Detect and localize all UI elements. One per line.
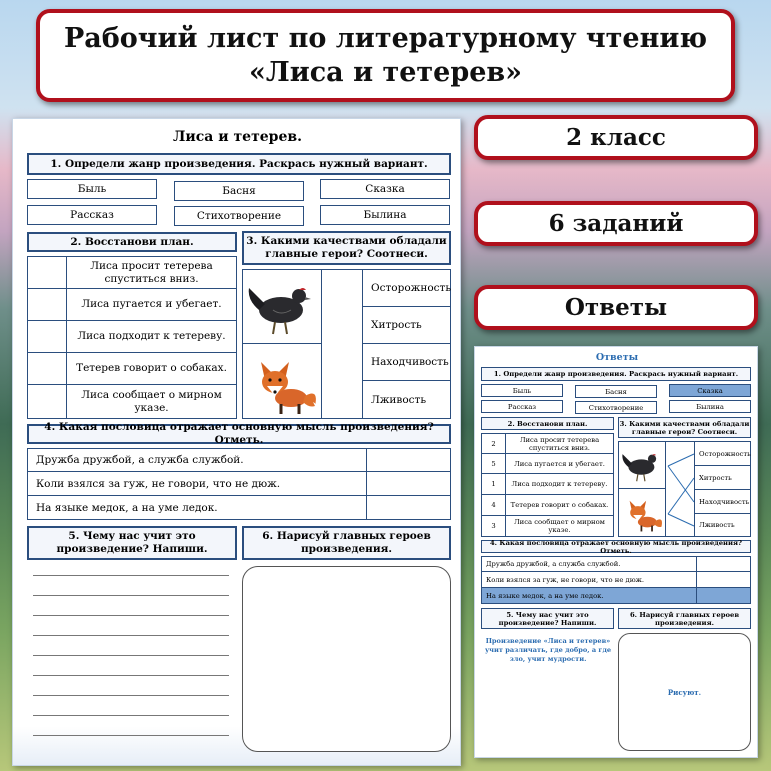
plan-item: Лиса подходит к тетереву. (66, 320, 237, 353)
ans-proverbs-table (481, 556, 751, 604)
task3-header: 3. Какими качествами обладали главные герои? Соотнеси. (242, 231, 451, 265)
proverb-item: Коли взялся за гуж, не говори, что не дюж. (27, 471, 367, 496)
ans-genre-option: Стихотворение (575, 401, 657, 414)
ans-genre-option: Рассказ (481, 400, 563, 413)
ans-task3-header: 3. Какими качествами обладали главные герои? Соотнеси. (618, 417, 751, 438)
plan-item: Лиса сообщает о мирном указе. (66, 384, 237, 419)
plan-item: Тетерев говорит о собаках. (66, 352, 237, 385)
worksheet (12, 118, 461, 766)
ans-task6-header: 6. Нарисуй главных героев произведения. (618, 608, 751, 629)
plan-item: Лиса просит тетерева спуститься вниз. (66, 256, 237, 289)
quality-item: Хитрость (362, 306, 451, 344)
ans-task5-header: 5. Чему нас учит это произведение? Напиши. (481, 608, 614, 629)
proverb-mark-cell[interactable] (366, 471, 451, 496)
ans-plan-number: 2 (481, 433, 506, 454)
quality-item: Находчивость (362, 343, 451, 381)
genre-option-basnya[interactable]: Басня (174, 181, 304, 201)
qualities-table (242, 269, 451, 419)
genre-option-bylina[interactable]: Былина (320, 205, 450, 225)
quality-item: Лживость (362, 380, 451, 419)
task1-header: 1. Определи жанр произведения. Раскрась нужный вариант. (27, 153, 451, 175)
proverbs-table (27, 448, 451, 520)
ans-genre-option: Басня (575, 385, 657, 398)
ans-proverb-mark (696, 556, 751, 572)
proverb-mark-cell[interactable] (366, 495, 451, 520)
proverb-mark-cell[interactable] (366, 448, 451, 472)
ans-plan-item: Лиса пугается и убегает. (505, 453, 614, 474)
matching-area[interactable] (321, 269, 363, 419)
writing-lines[interactable] (27, 563, 237, 753)
plan-number-cell[interactable] (27, 384, 67, 419)
ans-grouse-picture (618, 441, 666, 489)
plan-number-cell[interactable] (27, 288, 67, 321)
ans-fox-picture (618, 488, 666, 537)
drawing-area[interactable] (242, 566, 451, 752)
ans-plan-item: Лиса подходит к тетереву. (505, 473, 614, 495)
ans-quality-item: Хитрость (694, 465, 751, 490)
proverb-item: Дружба дружбой, а служба службой. (27, 448, 367, 472)
plan-number-cell[interactable] (27, 256, 67, 289)
fox-icon (243, 344, 321, 418)
title-line-2: «Лиса и тетерев» (248, 56, 523, 88)
task2-header: 2. Восстанови план. (27, 232, 237, 252)
grade-badge: 2 класс (474, 115, 758, 160)
task4-header: 4. Какая пословица отражает основную мысль произведения? Отметь. (27, 424, 451, 444)
title-banner (36, 9, 735, 102)
ans-proverb-item: Дружба дружбой, а служба службой. (481, 556, 697, 572)
ans-task4-header: 4. Какая пословица отражает основную мысль произведения? Отметь. (481, 540, 751, 553)
plan-number-cell[interactable] (27, 352, 67, 385)
grouse-icon (619, 442, 665, 488)
ans-quality-item: Осторожность (694, 441, 751, 466)
grouse-icon (243, 270, 321, 343)
proverb-item: На языке медок, а на уме ледок. (27, 495, 367, 520)
ans-task1-header: 1. Определи жанр произведения. Раскрась нужный вариант. (481, 367, 751, 381)
ans-matching-area (665, 441, 695, 537)
plan-item: Лиса пугается и убегает. (66, 288, 237, 321)
ans-genre-option: Быль (481, 384, 563, 397)
ans-quality-item: Лживость (694, 513, 751, 537)
genre-option-stikhotvorenie[interactable]: Стихотворение (174, 206, 304, 226)
fox-picture (242, 343, 322, 419)
plan-number-cell[interactable] (27, 320, 67, 353)
fox-icon (619, 489, 665, 535)
title-line-1: Рабочий лист по литературному чтению (63, 22, 708, 54)
tasks-count-badge: 6 заданий (474, 201, 758, 246)
genre-option-byl[interactable]: Быль (27, 179, 157, 199)
genre-option-skazka[interactable]: Сказка (320, 179, 450, 199)
ans-plan-table (481, 433, 614, 537)
ans-plan-item: Лиса сообщает о мирном указе. (505, 515, 614, 537)
answers-title: Ответы (595, 352, 639, 363)
answers-sheet (474, 346, 758, 758)
ans-plan-item: Тетерев говорит о собаках. (505, 494, 614, 516)
plan-table (27, 256, 237, 419)
ans-proverb-mark (696, 571, 751, 588)
ans-plan-number: 5 (481, 453, 506, 474)
ans-proverb-item-selected: На языке медок, а на уме ледок. (481, 587, 697, 604)
task6-header: 6. Нарисуй главных героев произведения. (242, 526, 451, 560)
grouse-picture (242, 269, 322, 344)
quality-item: Осторожность (362, 269, 451, 307)
answers-badge: Ответы (474, 285, 758, 330)
matching-arrows (666, 442, 696, 538)
worksheet-title: Лиса и тетерев. (173, 129, 302, 145)
ans-plan-item: Лиса просит тетерева спуститься вниз. (505, 433, 614, 454)
ans-plan-number: 3 (481, 515, 506, 537)
ans-task5-answer: Произведение «Лиса и тетерев» учит различать, где добро, а где зло, учит мудрости. (484, 637, 612, 663)
ans-proverb-mark (696, 587, 751, 604)
ans-genre-option-selected: Сказка (669, 384, 751, 397)
ans-plan-number: 1 (481, 473, 506, 495)
task5-header: 5. Чему нас учит это произведение? Напиши. (27, 526, 237, 560)
ans-quality-item: Находчивость (694, 489, 751, 514)
ans-proverb-item: Коли взялся за гуж, не говори, что не дюж. (481, 571, 697, 588)
ans-qualities-table (618, 441, 751, 537)
ans-plan-number: 4 (481, 494, 506, 516)
ans-task2-header: 2. Восстанови план. (481, 417, 614, 430)
ans-drawing-area (618, 633, 751, 751)
genre-option-rasskaz[interactable]: Рассказ (27, 205, 157, 225)
ans-task6-answer: Рисуют. (667, 687, 702, 697)
ans-genre-option: Былина (669, 400, 751, 413)
